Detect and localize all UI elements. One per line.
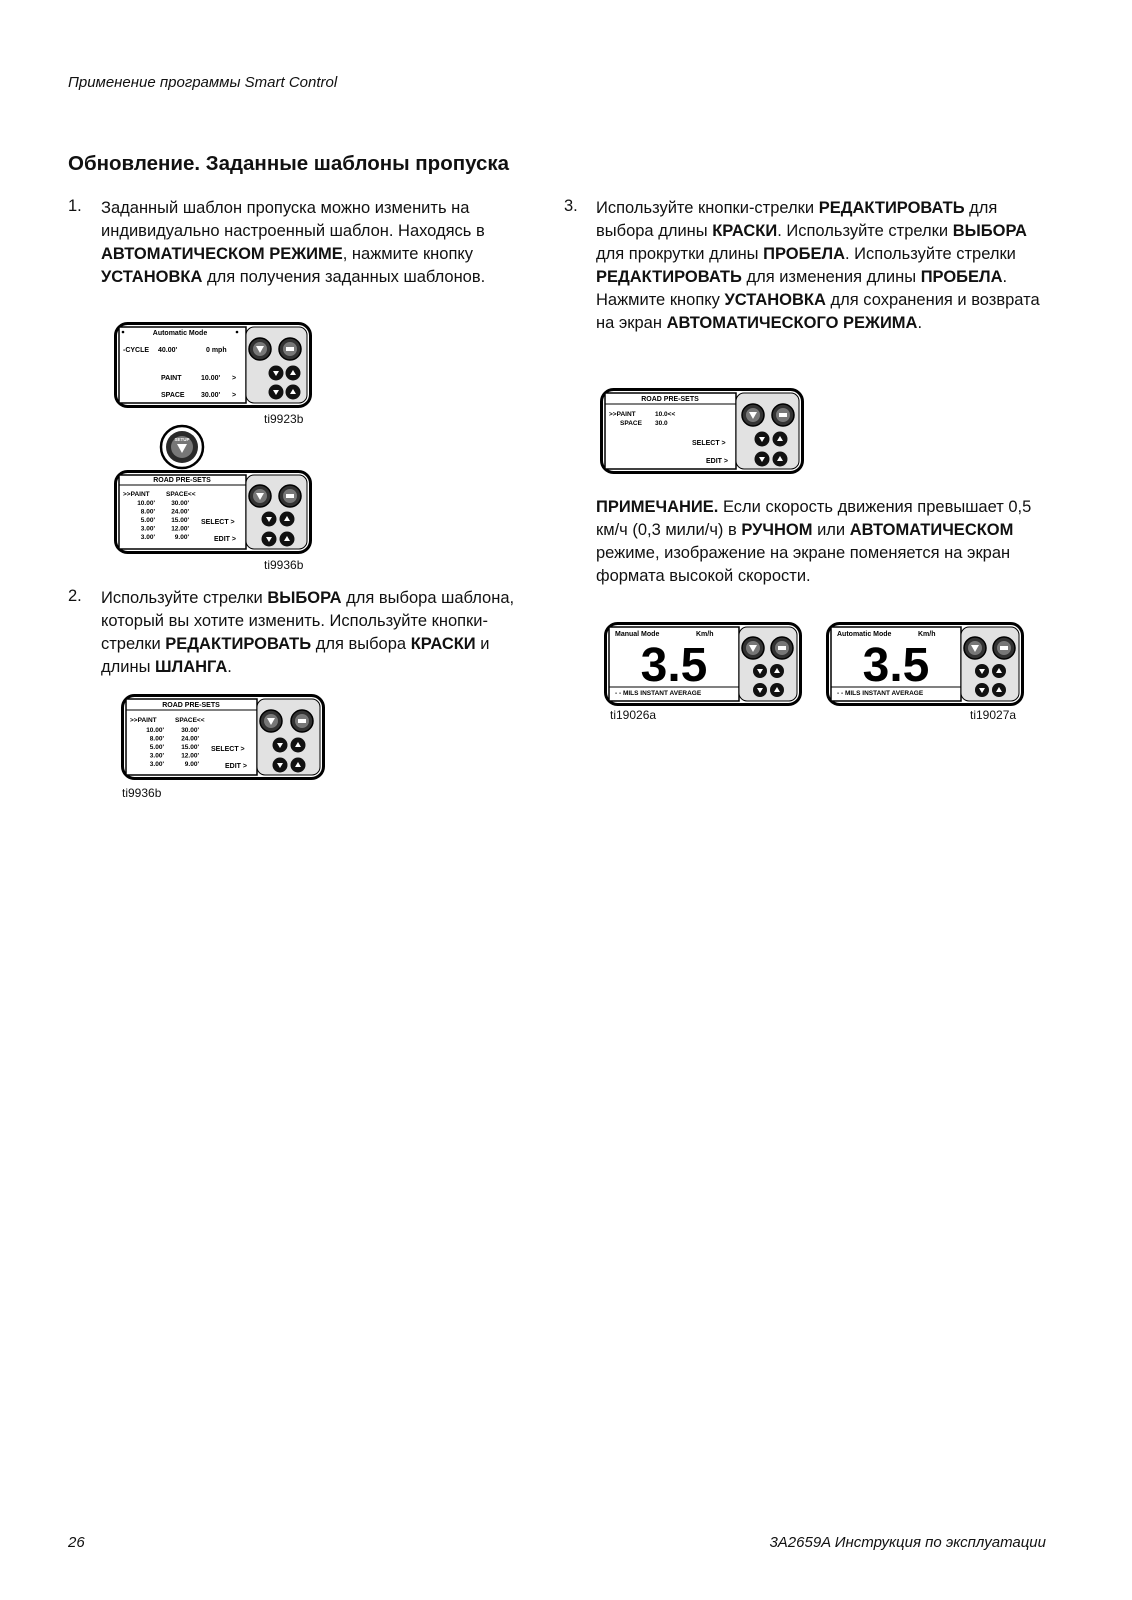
- unit-label: Km/h: [696, 631, 714, 638]
- space-label: SPACE: [161, 392, 185, 399]
- mils-footer: - - MILS INSTANT AVERAGE: [615, 690, 702, 697]
- figure-label: ti19027a: [970, 708, 1017, 722]
- presets-title: ROAD PRE-SETS: [641, 396, 699, 403]
- paint-value: 10.0<<: [655, 411, 676, 418]
- speed-value: 3.5: [640, 639, 708, 692]
- road-presets-edit-display: [600, 388, 804, 474]
- road-presets-display: [114, 470, 312, 554]
- preset-paint-value: 8.00': [140, 508, 155, 516]
- edit-icon: [298, 719, 306, 723]
- select-label: SELECT >: [211, 746, 245, 753]
- cycle-label: -CYCLE: [123, 347, 150, 354]
- unit-label: Km/h: [918, 631, 936, 638]
- setup-label: SETUP: [174, 437, 190, 442]
- edit-icon: [779, 413, 787, 417]
- document-id: 3A2659A Инструкция по эксплуатации: [769, 1534, 1046, 1551]
- preset-paint-value: 3.00': [140, 534, 155, 541]
- preset-space-value: 30.00': [181, 727, 199, 734]
- preset-space-value: 24.00': [181, 735, 199, 743]
- preset-space-value: 12.00': [181, 752, 199, 760]
- running-header: Применение программы Smart Control: [68, 74, 338, 91]
- step-3-text: Используйте кнопки-стрелки РЕДАКТИРОВАТЬ для выбора длины КРАСКИ. Используйте стрелки ВЫБОРА для прокрутки длины ПРОБЕЛА. Используйте стрелки РЕДАКТИРОВАТЬ для изменения длины ПРОБЕЛА. Нажмите кнопку УСТАНОВКА для сохранения и возврата на экран АВТОМАТИЧЕСКОГО РЕЖИМА.: [596, 199, 1040, 332]
- display-title: Automatic Mode: [152, 330, 208, 337]
- figure-label: ti9936b: [122, 786, 162, 800]
- space-value: 30.0: [655, 420, 668, 427]
- step-1-text: Заданный шаблон пропуска можно изменить на индивидуально настроенный шаблон. Находясь в АВТОМАТИЧЕСКОМ РЕЖИМЕ, нажмите кнопку УСТАНОВКА для получения заданных шаблонов.: [101, 199, 486, 286]
- edit-icon: [778, 646, 786, 650]
- cycle-value: 40.00': [158, 347, 178, 354]
- space-column-header: SPACE<<: [166, 491, 196, 498]
- presets-title: ROAD PRE-SETS: [162, 702, 220, 709]
- step-3-number: 3.: [564, 197, 578, 215]
- step-2-number: 2.: [68, 587, 82, 605]
- edit-label: EDIT >: [214, 536, 236, 543]
- manual-mode-highspeed-display: [604, 622, 802, 706]
- preset-space-value: 15.00': [171, 517, 189, 524]
- section-title: Обновление. Заданные шаблоны пропуска: [68, 152, 510, 175]
- preset-paint-value: 5.00': [140, 517, 155, 524]
- space-value: 30.00': [201, 392, 221, 399]
- mils-footer: - - MILS INSTANT AVERAGE: [837, 690, 924, 697]
- edit-label: EDIT >: [225, 763, 247, 770]
- figure-label: ti19026a: [610, 708, 657, 722]
- speed-value: 3.5: [862, 639, 930, 692]
- preset-paint-value: 8.00': [149, 735, 164, 743]
- edit-label: EDIT >: [706, 458, 728, 465]
- preset-paint-value: 5.00': [149, 744, 164, 751]
- select-label: SELECT >: [692, 440, 726, 447]
- paint-column-header: >>PAINT: [123, 491, 150, 498]
- paint-value: 10.00': [201, 375, 221, 382]
- preset-space-value: 15.00': [181, 744, 199, 751]
- edit-icon: [286, 494, 294, 498]
- setup-button[interactable]: [159, 424, 205, 470]
- preset-space-value: 12.00': [171, 525, 189, 533]
- automatic-mode-highspeed-display: [826, 622, 1024, 706]
- space-label: SPACE: [620, 420, 642, 427]
- paint-label: >>PAINT: [609, 411, 636, 418]
- preset-paint-value: 3.00': [149, 752, 164, 760]
- step-1-number: 1.: [68, 197, 82, 215]
- preset-paint-value: 3.00': [140, 525, 155, 533]
- paint-arrow: >: [232, 375, 237, 382]
- preset-paint-value: 3.00': [149, 761, 164, 768]
- page-number: 26: [68, 1534, 85, 1551]
- figure-label: ti9936b: [264, 558, 304, 572]
- space-column-header: SPACE<<: [175, 717, 205, 724]
- preset-space-value: 9.00': [174, 534, 189, 541]
- figure-label: ti9923b: [264, 412, 304, 426]
- road-presets-display: [121, 694, 325, 780]
- space-arrow: >: [232, 392, 237, 399]
- preset-paint-value: 10.00': [146, 727, 164, 734]
- preset-space-value: 30.00': [171, 500, 189, 507]
- step-2-text: Используйте стрелки ВЫБОРА для выбора шаблона, который вы хотите изменить. Используйте кнопки-стрелки РЕДАКТИРОВАТЬ для выбора КРАСКИ и длины ШЛАНГА.: [101, 589, 515, 676]
- edit-icon: [286, 347, 294, 351]
- preset-space-value: 9.00': [184, 761, 199, 768]
- select-label: SELECT >: [201, 519, 235, 526]
- presets-title: ROAD PRE-SETS: [153, 477, 211, 484]
- paint-label: PAINT: [161, 375, 182, 382]
- paint-column-header: >>PAINT: [130, 717, 157, 724]
- edit-icon: [1000, 646, 1008, 650]
- note-text: ПРИМЕЧАНИЕ. Если скорость движения превышает 0,5 км/ч (0,3 мили/ч) в РУЧНОМ или АВТОМАТИЧЕСКОМ режиме, изображение на экране поменяется на экран формата высокой скорости.: [596, 498, 1032, 585]
- automatic-mode-display: [114, 322, 312, 408]
- preset-paint-value: 10.00': [137, 500, 155, 507]
- speed-value: 0 mph: [206, 347, 227, 354]
- mode-label: Automatic Mode: [837, 631, 892, 638]
- preset-space-value: 24.00': [171, 508, 189, 516]
- mode-label: Manual Mode: [615, 631, 660, 638]
